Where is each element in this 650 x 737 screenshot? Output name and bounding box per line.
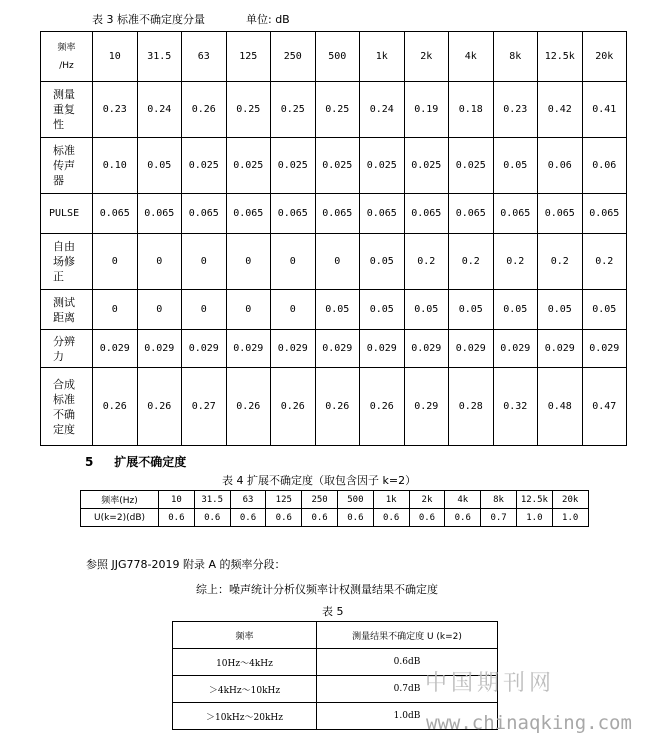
row-label-line: 场修 [53,255,75,268]
value-cell: 0.05 [582,290,627,330]
value-cell: 0.065 [449,194,494,234]
frequency-cell: 12.5k [516,491,552,509]
table5-caption: 表 5 [322,605,344,618]
value-cell: 0 [226,290,271,330]
frequency-cell: 10 [159,491,195,509]
value-cell: 0.6 [159,509,195,527]
value-cell: 0.05 [404,290,449,330]
row-label-line: 测量 [53,88,75,101]
frequency-cell: 125 [226,32,271,82]
row-label-cell [41,234,93,290]
value-cell: 0.05 [493,290,538,330]
value-cell: 0 [226,234,271,290]
row-label-line: 测试 [53,295,75,309]
value-cell: 0.065 [137,194,182,234]
value-cell: 0.26 [182,82,227,138]
row-label-line: 定度 [53,422,75,436]
table4-value-row [81,509,589,527]
value-cell: 0.025 [449,138,494,194]
row-label-line: 不确 [53,407,75,421]
value-cell: 0.025 [315,138,360,194]
value-cell: 0.065 [271,194,316,234]
value-cell: 1.0 [516,509,552,527]
section-title: 扩展不确定度 [114,455,187,469]
value-cell: 0.26 [137,368,182,446]
value-cell: 0.065 [226,194,271,234]
value-cell: 1.0 [552,509,588,527]
frequency-cell: 125 [266,491,302,509]
table3-header-row [41,32,627,82]
value-cell: 0.025 [182,138,227,194]
frequency-cell: 63 [182,32,227,82]
value-cell: 0.24 [137,82,182,138]
watermark-cn: 中国期刊网 [425,671,556,696]
table3-row [41,194,627,234]
value-cell: 0.065 [404,194,449,234]
frequency-cell: 4k [449,32,494,82]
value-cell: 0.26 [93,368,138,446]
value-cell: 0.029 [449,330,494,368]
value-cell: 0.25 [226,82,271,138]
value-cell: 0.05 [449,290,494,330]
frequency-header-cell [41,32,93,82]
row-label-line: 自由 [53,240,75,253]
value-cell: 0 [93,290,138,330]
value-cell: 0.6 [445,509,481,527]
value-cell: 0.06 [582,138,627,194]
value-cell: 0.6 [337,509,373,527]
table5-header-row [173,622,498,649]
value-cell: 0.05 [493,138,538,194]
frequency-range-cell: ＞10kHz～20kHz [173,703,317,730]
value-cell: 0.2 [582,234,627,290]
table3-row [41,368,627,446]
value-cell: 0.26 [360,368,405,446]
row-label-line: PULSE [49,208,80,219]
value-cell: 0.025 [360,138,405,194]
value-cell: 0.025 [404,138,449,194]
value-cell: 0.2 [538,234,583,290]
section-number: 5 [85,455,94,469]
row-label-line: 距离 [53,310,75,324]
value-cell: 0.05 [360,234,405,290]
value-cell: 0.05 [538,290,583,330]
value-cell: 0.05 [315,290,360,330]
value-cell: 0 [271,290,316,330]
value-cell: 0.23 [93,82,138,138]
value-cell: 0.029 [360,330,405,368]
value-cell: 0 [315,234,360,290]
value-cell: 0 [137,234,182,290]
value-cell: 0 [182,234,227,290]
value-cell: 0.029 [493,330,538,368]
table4-caption: 表 4 扩展不确定度（取包含因子 k=2） [222,474,417,487]
value-cell: 0.26 [226,368,271,446]
value-cell: 0.6 [266,509,302,527]
value-cell: 0.42 [538,82,583,138]
frequency-range-cell: ＞4kHz～10kHz [173,676,317,703]
value-cell: 0.47 [582,368,627,446]
value-cell: 0.025 [226,138,271,194]
frequency-cell: 2k [404,32,449,82]
value-cell: 0.065 [493,194,538,234]
value-cell: 0.6 [230,509,266,527]
frequency-cell: 4k [445,491,481,509]
row-label-line: 性 [53,118,64,131]
frequency-cell: 1k [373,491,409,509]
row-label-cell [41,290,93,330]
uncertainty-value-cell: 0.6dB [317,649,498,676]
row-label-cell [41,82,93,138]
table3-row [41,234,627,290]
value-cell: 0.10 [93,138,138,194]
table3-row [41,138,627,194]
frequency-cell: 250 [302,491,338,509]
value-cell: 0.029 [404,330,449,368]
row-label-line: 合成 [53,377,75,391]
value-cell: 0.26 [315,368,360,446]
value-cell: 0.065 [182,194,227,234]
value-cell: 0.065 [538,194,583,234]
frequency-cell: 2k [409,491,445,509]
frequency-cell: 8k [493,32,538,82]
value-cell: 0.25 [315,82,360,138]
table3-unit: 单位: dB [246,13,290,26]
frequency-cell: 250 [271,32,316,82]
row-label-line: 重复 [53,103,75,116]
watermark-url: www.chinaqking.com [426,712,632,734]
value-cell: 0.48 [538,368,583,446]
uncertainty-value-cell: 1.0dB [317,703,498,730]
value-cell: 0.065 [360,194,405,234]
value-cell: 0.19 [404,82,449,138]
frequency-cell: 20k [582,32,627,82]
frequency-cell: 8k [481,491,517,509]
value-cell: 0.05 [137,138,182,194]
value-cell: 0.029 [538,330,583,368]
table3-row [41,82,627,138]
value-cell: 0.05 [360,290,405,330]
uncertainty-value-cell: 0.7dB [317,676,498,703]
row-label-cell [41,330,93,368]
frequency-cell: 63 [230,491,266,509]
value-cell: 0.41 [582,82,627,138]
frequency-header-cell: 频率 [173,622,317,649]
table3-caption: 表 3 标准不确定度分量 [92,13,205,26]
value-cell: 0.32 [493,368,538,446]
value-cell: 0.029 [226,330,271,368]
value-cell: 0.065 [315,194,360,234]
table3-row [41,290,627,330]
row-label-line: 传声 [53,159,75,172]
frequency-header-cell: 频率(Hz) [81,491,159,509]
value-cell: 0 [93,234,138,290]
value-cell: 0.06 [538,138,583,194]
value-cell: 0.029 [582,330,627,368]
value-cell: 0.2 [449,234,494,290]
row-label-line: 标准 [53,392,75,406]
row-label-line: 分辨 [53,334,75,348]
frequency-range-cell: 10Hz～4kHz [173,649,317,676]
value-cell: 0 [137,290,182,330]
frequency-cell: 500 [337,491,373,509]
row-label-line: 标准 [53,144,75,157]
value-cell: 0.28 [449,368,494,446]
frequency-cell: 31.5 [137,32,182,82]
row-label-line: 器 [53,174,64,187]
value-cell: 0.029 [93,330,138,368]
value-cell: 0.6 [409,509,445,527]
value-cell: 0.029 [315,330,360,368]
table3 [40,31,627,446]
frequency-cell: 10 [93,32,138,82]
table3-row [41,330,627,368]
table4-header-row [81,491,589,509]
value-cell: 0.24 [360,82,405,138]
row-label-line: 力 [53,349,64,363]
row-label-cell [41,194,93,234]
row-label-cell [41,368,93,446]
row-label-cell [41,138,93,194]
frequency-cell: 12.5k [538,32,583,82]
value-cell: 0.2 [493,234,538,290]
value-cell: 0 [182,290,227,330]
row-label-cell: U(k=2)(dB) [81,509,159,527]
value-cell: 0.065 [93,194,138,234]
frequency-cell: 20k [552,491,588,509]
value-cell: 0.23 [493,82,538,138]
frequency-cell: 31.5 [194,491,230,509]
value-cell: 0.6 [373,509,409,527]
value-cell: 0.065 [582,194,627,234]
value-cell: 0.6 [194,509,230,527]
uncertainty-header-cell: 测量结果不确定度 U (k=2) [317,622,498,649]
frequency-cell: 500 [315,32,360,82]
value-cell: 0.27 [182,368,227,446]
value-cell: 0.7 [481,509,517,527]
row-label-line: 正 [53,270,64,283]
value-cell: 0.25 [271,82,316,138]
value-cell: 0.29 [404,368,449,446]
value-cell: 0.6 [302,509,338,527]
header-label: 频率 [57,42,76,53]
value-cell: 0 [271,234,316,290]
value-cell: 0.26 [271,368,316,446]
value-cell: 0.025 [271,138,316,194]
frequency-cell: 1k [360,32,405,82]
value-cell: 0.18 [449,82,494,138]
value-cell: 0.029 [182,330,227,368]
table4 [80,490,589,527]
reference-paragraph: 参照 JJG778-2019 附录 A 的频率分段： [86,558,286,571]
header-unit: /Hz [59,60,74,71]
value-cell: 0.029 [271,330,316,368]
value-cell: 0.029 [137,330,182,368]
summary-paragraph: 综上：噪声统计分析仪频率计权测量结果不确定度 [196,583,438,596]
value-cell: 0.2 [404,234,449,290]
section-heading [85,453,186,470]
